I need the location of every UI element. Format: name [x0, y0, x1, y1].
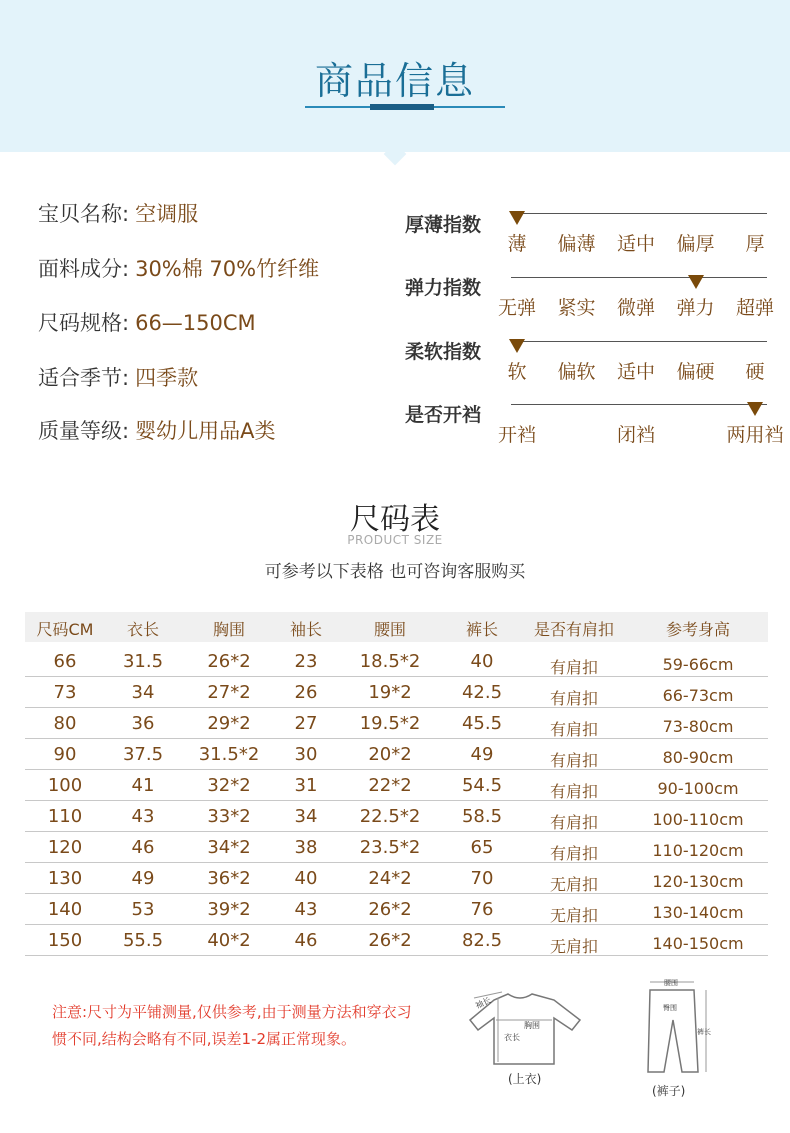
pants-outline — [648, 990, 698, 1072]
table-row — [25, 739, 768, 770]
top-label-sleeve: 袖长 — [474, 995, 493, 1011]
table-cell: 有肩扣 — [549, 689, 598, 708]
info-label: 面料成分: — [38, 257, 130, 281]
table-cell: 110 — [47, 806, 83, 827]
scale-option: 微弹 — [617, 297, 656, 319]
info-row-name — [38, 198, 198, 228]
pants-label-hip: 臀围 — [663, 1004, 677, 1012]
table-cell: 42.5 — [461, 682, 503, 703]
table-cell: 73 — [53, 682, 77, 703]
table-cell: 37.5 — [122, 744, 164, 765]
table-cell: 20*2 — [368, 744, 412, 765]
info-value: 66—150CM — [135, 311, 256, 335]
table-cell: 有肩扣 — [549, 844, 598, 863]
table-cell: 66 — [53, 651, 77, 672]
scale-label: 柔软指数 — [405, 341, 482, 363]
scale-option: 硬 — [745, 361, 765, 383]
info-value: 30%棉 70%竹纤维 — [135, 257, 320, 281]
scale-option: 适中 — [617, 361, 656, 383]
table-header-cell: 腰围 — [373, 620, 406, 639]
table-cell: 110-120cm — [652, 841, 744, 860]
table-cell: 22.5*2 — [359, 806, 421, 827]
scale-option: 偏硬 — [676, 361, 715, 383]
scale-option: 偏薄 — [557, 233, 596, 255]
scale-marker — [509, 339, 525, 353]
table-cell: 36 — [131, 713, 155, 734]
table-cell: 49 — [470, 744, 494, 765]
table-cell: 65 — [470, 837, 494, 858]
table-cell: 26*2 — [368, 899, 412, 920]
table-cell: 130-140cm — [652, 903, 744, 922]
table-cell: 31.5 — [122, 651, 164, 672]
table-cell: 43 — [131, 806, 155, 827]
scale-option: 薄 — [507, 233, 527, 255]
table-cell: 46 — [131, 837, 155, 858]
scale-line — [511, 341, 767, 342]
table-cell: 31.5*2 — [198, 744, 260, 765]
table-header-cell: 裤长 — [465, 620, 498, 639]
table-cell: 26 — [294, 682, 318, 703]
table-header — [25, 612, 768, 642]
table-row — [25, 677, 768, 708]
scale-option: 超弹 — [736, 297, 775, 319]
table-cell: 有肩扣 — [549, 813, 598, 832]
pants-diagram — [640, 976, 720, 1082]
table-row — [25, 894, 768, 925]
pants-label-length: 裤长 — [697, 1028, 711, 1036]
size-table-note: 可参考以下表格 也可咨询客服购买 — [264, 562, 526, 582]
table-row — [25, 770, 768, 801]
info-label: 适合季节: — [38, 366, 130, 390]
table-cell: 90-100cm — [657, 779, 739, 798]
table-cell: 34 — [131, 682, 155, 703]
scale-option: 弹力 — [676, 297, 715, 319]
table-cell: 33*2 — [207, 806, 251, 827]
table-cell: 27 — [294, 713, 318, 734]
table-cell: 54.5 — [461, 775, 503, 796]
table-row — [25, 925, 768, 956]
table-header-cell: 尺码CM — [36, 620, 94, 639]
table-cell: 73-80cm — [662, 717, 734, 736]
table-cell: 70 — [470, 868, 494, 889]
info-label: 尺码规格: — [38, 311, 130, 335]
scale-option: 闭裆 — [617, 424, 656, 446]
table-cell: 90 — [53, 744, 77, 765]
table-cell: 45.5 — [461, 713, 503, 734]
scale-marker — [509, 211, 525, 225]
scale-line — [511, 404, 767, 405]
table-cell: 100-110cm — [652, 810, 744, 829]
table-row — [25, 832, 768, 863]
table-cell: 22*2 — [368, 775, 412, 796]
top-caption: (上衣) — [508, 1072, 542, 1086]
pants-label-waist: 腰围 — [664, 979, 678, 987]
scale-option: 开裆 — [498, 424, 537, 446]
scale-label: 弹力指数 — [405, 277, 482, 299]
table-header-cell: 胸围 — [212, 620, 245, 639]
table-cell: 38 — [294, 837, 318, 858]
info-value: 空调服 — [135, 202, 199, 226]
table-cell: 76 — [470, 899, 494, 920]
table-cell: 36*2 — [207, 868, 251, 889]
table-cell: 40 — [470, 651, 494, 672]
info-row-season — [38, 362, 198, 392]
info-row-quality — [38, 415, 275, 445]
table-cell: 40*2 — [207, 930, 251, 951]
scale-option: 偏软 — [557, 361, 596, 383]
scale-option: 适中 — [617, 233, 656, 255]
table-row — [25, 801, 768, 832]
scale-option: 紧实 — [557, 297, 596, 319]
table-cell: 80 — [53, 713, 77, 734]
table-cell: 40 — [294, 868, 318, 889]
page-title: 商品信息 — [314, 59, 475, 103]
scale-option: 两用裆 — [726, 424, 784, 446]
table-cell: 有肩扣 — [549, 658, 598, 677]
scale-elasticity — [405, 273, 775, 333]
table-cell: 无肩扣 — [549, 906, 598, 925]
scale-softness — [405, 337, 767, 397]
table-cell: 41 — [131, 775, 155, 796]
table-cell: 26*2 — [207, 651, 251, 672]
table-cell: 58.5 — [461, 806, 503, 827]
table-header-cell: 参考身高 — [665, 620, 730, 639]
table-cell: 32*2 — [207, 775, 251, 796]
notice-text: 注意:尺寸为平铺测量,仅供参考,由于测量方法和穿衣习惯不同,结构会略有不同,误差1-2属正常现象。 — [52, 1003, 412, 1048]
table-cell: 24*2 — [368, 868, 412, 889]
top-garment-diagram — [468, 990, 588, 1070]
scale-crotch — [405, 400, 784, 460]
scale-option: 软 — [507, 361, 527, 383]
table-cell: 有肩扣 — [549, 751, 598, 770]
table-cell: 18.5*2 — [359, 651, 421, 672]
table-cell: 140-150cm — [652, 934, 744, 953]
top-label-length: 衣长 — [504, 1033, 520, 1042]
table-cell: 130 — [47, 868, 83, 889]
scale-option: 偏厚 — [676, 233, 715, 255]
table-header-cell: 衣长 — [126, 620, 159, 639]
table-cell: 120-130cm — [652, 872, 744, 891]
size-table-title: 尺码表 — [350, 502, 440, 537]
table-cell: 23.5*2 — [359, 837, 421, 858]
title-underline-accent — [370, 104, 434, 110]
table-cell: 43 — [294, 899, 318, 920]
scale-label: 是否开裆 — [405, 404, 482, 426]
scale-label: 厚薄指数 — [405, 214, 482, 236]
table-cell: 150 — [47, 930, 83, 951]
info-label: 宝贝名称: — [38, 202, 130, 226]
scale-marker — [688, 275, 704, 289]
table-cell: 55.5 — [122, 930, 164, 951]
table-cell: 27*2 — [207, 682, 251, 703]
info-row-size — [38, 307, 256, 337]
table-cell: 34*2 — [207, 837, 251, 858]
table-cell: 无肩扣 — [549, 937, 598, 956]
info-value: 四季款 — [135, 366, 199, 390]
table-cell: 82.5 — [461, 930, 503, 951]
table-row — [25, 708, 768, 739]
size-table-subtitle: PRODUCT SIZE — [347, 533, 443, 547]
table-cell: 66-73cm — [662, 686, 734, 705]
table-header-cell: 是否有肩扣 — [533, 620, 614, 639]
scale-line — [511, 213, 767, 214]
table-cell: 120 — [47, 837, 83, 858]
table-cell: 34 — [294, 806, 318, 827]
table-cell: 19*2 — [368, 682, 412, 703]
pants-caption: (裤子) — [652, 1084, 686, 1098]
table-cell: 31 — [294, 775, 318, 796]
info-value: 婴幼儿用品A类 — [135, 419, 276, 443]
table-cell: 80-90cm — [662, 748, 734, 767]
table-cell: 23 — [294, 651, 318, 672]
info-row-fabric — [38, 253, 319, 283]
table-cell: 有肩扣 — [549, 720, 598, 739]
table-cell: 46 — [294, 930, 318, 951]
table-cell: 26*2 — [368, 930, 412, 951]
table-cell: 无肩扣 — [549, 875, 598, 894]
table-cell: 有肩扣 — [549, 782, 598, 801]
scale-line — [511, 277, 767, 278]
table-cell: 100 — [47, 775, 83, 796]
table-cell: 30 — [294, 744, 318, 765]
scale-option: 厚 — [745, 233, 765, 255]
table-header-cell: 袖长 — [289, 620, 322, 639]
table-cell: 39*2 — [207, 899, 251, 920]
table-cell: 59-66cm — [662, 655, 734, 674]
info-label: 质量等级: — [38, 419, 130, 443]
table-cell: 140 — [47, 899, 83, 920]
table-cell: 19.5*2 — [359, 713, 421, 734]
scale-option: 无弹 — [498, 297, 537, 319]
scale-marker — [747, 402, 763, 416]
table-cell: 29*2 — [207, 713, 251, 734]
table-cell: 53 — [131, 899, 155, 920]
scale-thickness — [405, 210, 767, 270]
table-row — [25, 863, 768, 894]
top-label-chest: 胸围 — [524, 1021, 540, 1030]
table-row — [25, 646, 768, 677]
table-cell: 49 — [131, 868, 155, 889]
